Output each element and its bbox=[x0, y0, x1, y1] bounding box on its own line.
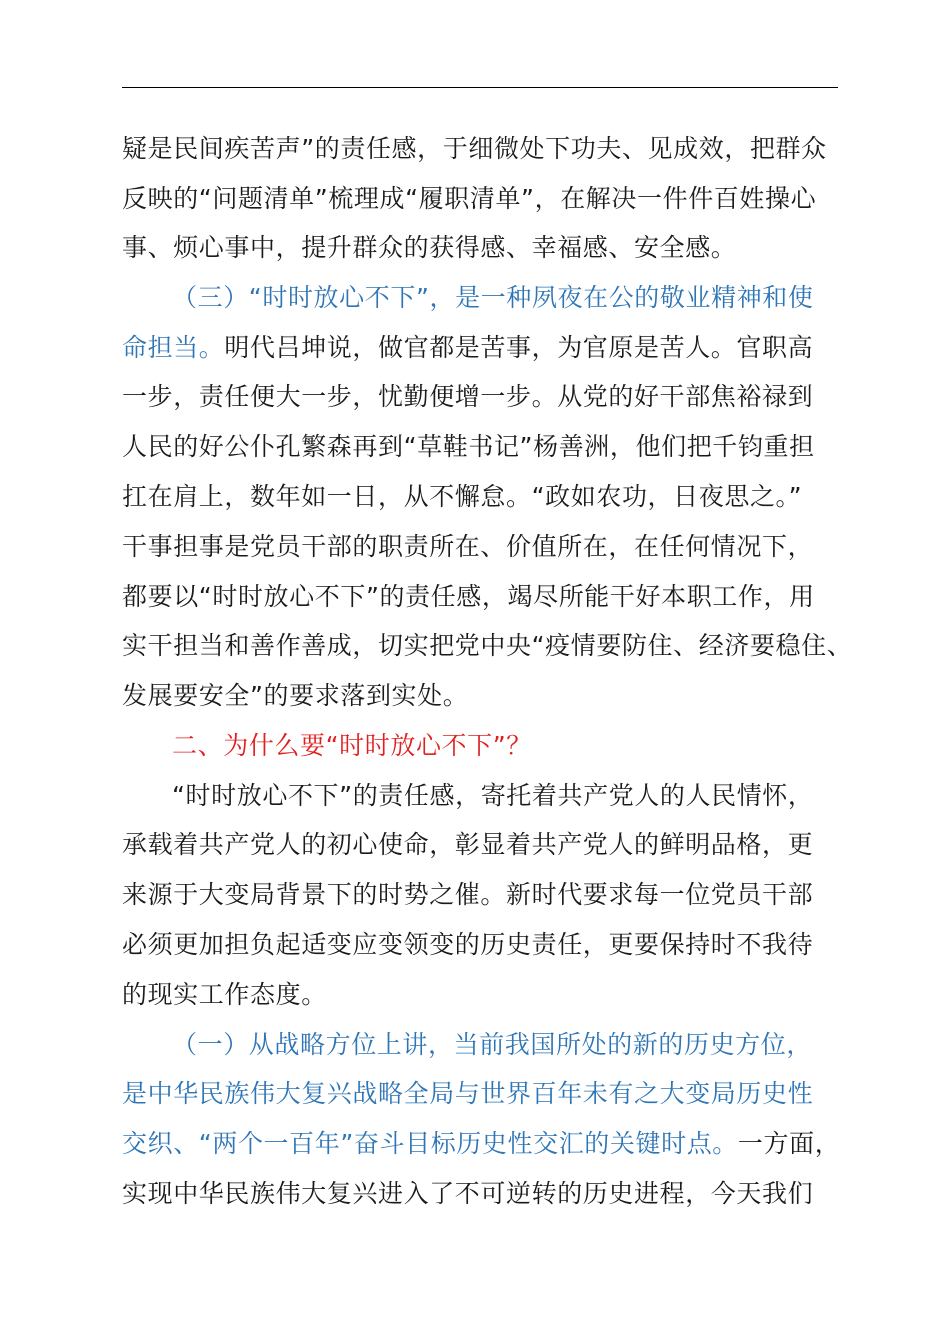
text-segment: 的现实工作态度。 bbox=[122, 980, 327, 1009]
body-line-11 bbox=[122, 629, 862, 663]
text-segment: “时时放心不下”的责任感，寄托着共产党人的人民情怀， bbox=[172, 781, 814, 810]
text-segment: 必须更加担负起适变应变领变的历史责任，更要保持时不我待 bbox=[122, 930, 814, 959]
subheading-text: 命担当。 bbox=[122, 333, 225, 362]
body-line-8 bbox=[122, 480, 862, 514]
body-line-2 bbox=[122, 182, 862, 216]
subheading-text: 是中华民族伟大复兴战略全局与世界百年未有之大变局历史性 bbox=[122, 1079, 814, 1108]
subheading-3-line-2 bbox=[122, 331, 862, 365]
body-line-15 bbox=[122, 828, 862, 862]
text-segment: 干事担事是党员干部的职责所在、价值所在，在任何情况下， bbox=[122, 532, 814, 561]
body-line-1 bbox=[122, 132, 862, 166]
text-segment: 反映的“问题清单”梳理成“履职清单”，在解决一件件百姓操心 bbox=[122, 184, 817, 213]
text-segment: 一方面， bbox=[737, 1129, 841, 1158]
text-segment: 承载着共产党人的初心使命，彰显着共产党人的鲜明品格，更 bbox=[122, 830, 814, 859]
body-line-18 bbox=[122, 978, 862, 1012]
body-line-3 bbox=[122, 231, 862, 265]
text-segment: 明代吕坤说，做官都是苦事，为官原是苦人。官职高 bbox=[224, 333, 814, 362]
body-line-10 bbox=[122, 580, 862, 614]
section-heading-2 bbox=[172, 729, 912, 763]
section-heading-text: 二、为什么要“时时放心不下”？ bbox=[172, 731, 532, 760]
body-line-7 bbox=[122, 430, 862, 464]
text-segment: 一步，责任便大一步，忧勤便增一步。从党的好干部焦裕禄到 bbox=[122, 382, 814, 411]
header-rule bbox=[122, 87, 838, 88]
subheading-1-line-2 bbox=[122, 1077, 862, 1111]
body-line-9 bbox=[122, 530, 862, 564]
text-segment: 实干担当和善作善成，切实把党中央“疫情要防住、经济要稳住、 bbox=[122, 631, 853, 660]
body-line-17 bbox=[122, 928, 862, 962]
text-segment: 实现中华民族伟大复兴进入了不可逆转的历史进程，今天我们 bbox=[122, 1179, 814, 1208]
subheading-1-line-3 bbox=[122, 1127, 862, 1161]
subheading-text: 交织、“两个一百年”奋斗目标历史性交汇的关键时点。 bbox=[122, 1129, 738, 1158]
body-line-12 bbox=[122, 679, 862, 713]
text-segment: 都要以“时时放心不下”的责任感，竭尽所能干好本职工作，用 bbox=[122, 582, 815, 611]
subheading-3-line-1 bbox=[172, 281, 912, 315]
text-segment: 扛在肩上，数年如一日，从不懈怠。“政如农功，日夜思之。” bbox=[122, 482, 803, 511]
text-segment: 疑是民间疾苦声”的责任感，于细微处下功夫、见成效，把群众 bbox=[122, 134, 827, 163]
text-segment: 事、烦心事中，提升群众的获得感、幸福感、安全感。 bbox=[122, 233, 737, 262]
text-segment: 来源于大变局背景下的时势之催。新时代要求每一位党员干部 bbox=[122, 880, 814, 909]
body-line-22 bbox=[122, 1177, 862, 1211]
subheading-1-line-1 bbox=[172, 1028, 912, 1062]
text-segment: 人民的好公仆孔繁森再到“草鞋书记”杨善洲，他们把千钧重担 bbox=[122, 432, 815, 461]
text-segment: 发展要安全”的要求落到实处。 bbox=[122, 681, 469, 710]
body-line-16 bbox=[122, 878, 862, 912]
body-line-14 bbox=[172, 779, 912, 813]
subheading-text: （一）从战略方位上讲，当前我国所处的新的历史方位， bbox=[172, 1030, 813, 1059]
subheading-text: （三）“时时放心不下”，是一种夙夜在公的敬业精神和使 bbox=[172, 283, 814, 312]
body-line-6 bbox=[122, 380, 862, 414]
